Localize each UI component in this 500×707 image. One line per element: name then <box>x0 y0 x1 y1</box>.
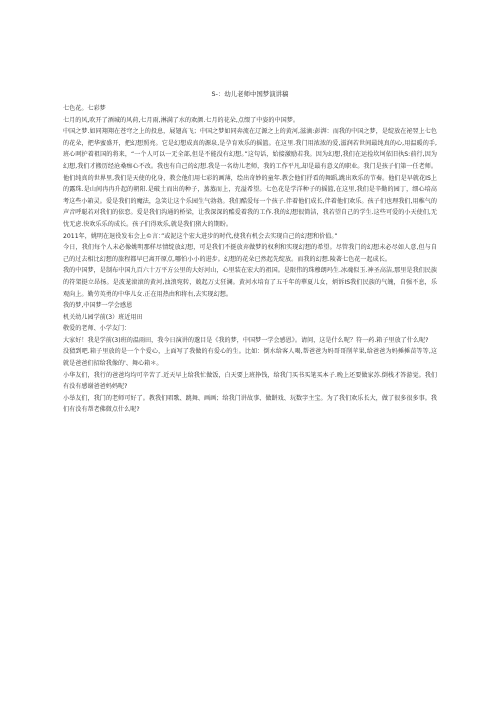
paragraph: 小举友们，我门的老师可好了。教我们唱歌、跳舞、画画；给我门讲故事、做餅戏、玩数字主宝。为了我们欢乐长大，做了很多很多事。我们有没有帮老佛微点什么呢? <box>63 394 437 414</box>
paragraph: 我的中国梦，是制布中国九百六十万平方公里的大好河山，心里装在宏大的祖国。是限伟的珠穆朗玛生.冰魂似玉.神圣高洁,那里是我们民族的符架挺立昂扬。是波茏滚滚的黄河,浊浪宛转，兢起万丈狂澜。黄河水培育了五千年的華夏儿女，炳诉IS我们民族的气魄，自强不息，乐观向上。勤劳英勇的中华儿女.正在用热由和将右,去实现幻想。 <box>63 267 437 298</box>
section-heading: 我的梦,中国梦一学会感恩 <box>63 302 133 310</box>
paragraph: 今日，我们每个人未必像姚明那样尽情绽放幻想，可是我们不挺放弃做梦的权利和实现幻想的希望。尽管我门的幻想未必尽如人意,但与自己的过去相比幻想的旅程都早已离开原点,哪怕小小的进步。幻想的花朵已然起先绽放。而我的幻想.陵著七色花一起成长。 <box>63 244 437 263</box>
paragraph: 2011年，姚明在退役发布会上©言：”或泥这个宏大进步的时代,使我有机会去实现自己的幻想和价值。” <box>63 232 338 240</box>
paragraph-heading: 七色花。七彩梦 <box>63 105 106 112</box>
author-line: 机关幼儿园学前(3）班近用田 <box>63 313 143 321</box>
paragraph: 大家好！我是学前(3)班的温雨田，我今日演讲的邈目是《我的梦，中国梦一学会感恩》。请问，这是什么呢？符一药.箱子里放了什么呢? <box>63 336 429 344</box>
paragraph: 七月的风,吹开了酒城的风荷,七月雨,淋满了水的欢颜.七月的花朵,点缀了中姿的中国梦。 <box>63 116 299 124</box>
paragraph: 小华友们，我行的爸爸均均可辛苦了.近天早上给我忙做饭，白天要上班挣钱，给我门买书买笔买本子.晚上还要做家苏.倒栈才答游觉。我们有没有感谢爸爸妈妈呢? <box>63 371 437 391</box>
salutation: 敬爱的老师、小学友门： <box>63 325 131 333</box>
paragraph: 中国之梦.如同翔翔在苍穹之上的投息，展翅高飞；中国之梦如同奔流在辽源之上的黄河,滋滴:彭湃：而我的中国之梦，是绽放在祕翌上七色的花朵，把华蜜盛开，把幻想照亮。它是幻想成真的源泉,是孕育欢乐的摇篮。在这里.我门用浓浓的爱,滋润若世间最纯真的心,用温暖的手,班心呵护着祖国的将来，“一个人可以一无全部,但是不能没有幻想。”这句话，始接激励若我。因为幻想,我们在运捡坎坷依旧执S:前行,因为幻想,我们才搬历经沧桑痴心不改。我也有自己的幻想.我是一名幼儿老师，我的工作平凡,却是最有意义的职业。我门是孩子们第一任老师。他们纯真的世界里,我们是天使的化身，教会他们用七彩的画薄，绘出奇妙的童年.教会他们抒看的舞蹈,跳出欢乐的节奏。他们是早就花IS上的露珠.是山间冉冉升起的朝阳.是破土而出的种子，蒸蒸而上，充溢希望。七色花是学洋种子的摇篮,在这里,我们是辛勤的园丁，细心培高考这些小箱灵。爱是我们的魔法，急笑让这个乐园生气勃勃。我们酷爱每一个孩子.伴着他们成长,伴着他们欢乐。孩子们也理我们,用稚气的声音呼聪若对我们的依恋。爱是我们沟通的桥梁，让我深深的酷爱着我的工作.我的幻想很简洁，我若望自己的学生.这些可爱的小天使们,无忧无虑.快欢乐乐的成长。孩子们得欢乐,就是我们猪大的期盼。 <box>63 128 437 228</box>
paragraph: 没猜到吧.箱子里放的是一个个爱心，上面写了我做的有爱心的生。比如：倒水给客人喝,帮爸爸为妈哥哥削苹果,给爸爸为妈捶捶苗等等,这就是爸爸们招给我像的'、舞心箱＊。 <box>63 348 437 368</box>
document-title: S-：幼儿老师中国梦演讲稿 <box>211 90 289 98</box>
document-body <box>63 88 437 416</box>
